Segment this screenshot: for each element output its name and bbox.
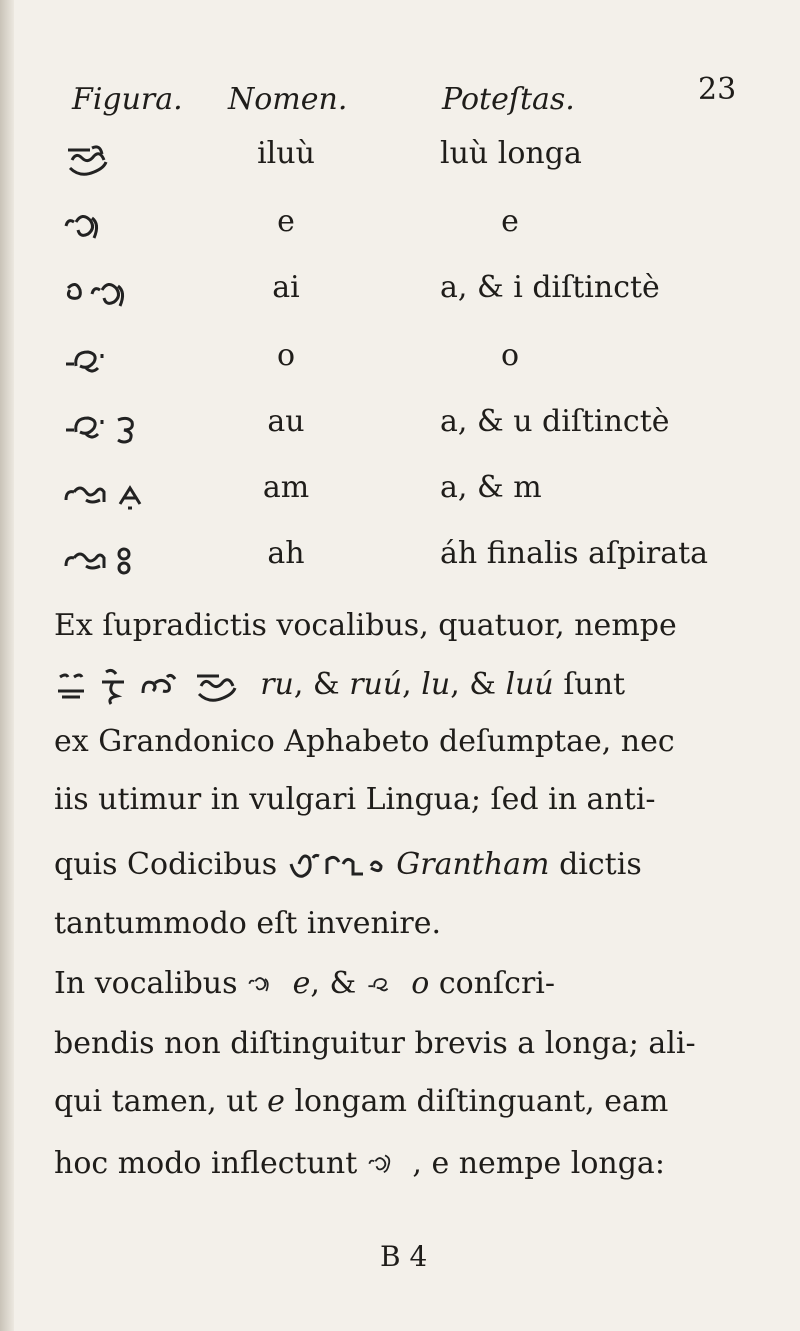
nomen-cell: o [276,338,296,373]
text-line [54,846,758,904]
signature-mark: B 4 [380,1240,428,1273]
text-line [54,1084,758,1142]
body-text: hoc modo inflectunt [54,1146,358,1181]
body-text: , [402,667,412,702]
text-line [54,1146,758,1204]
body-text: , e nempe longa: [412,1146,665,1181]
transliteration-text: ruú [349,667,403,702]
body-text: tantummodo eſt invenire. [54,906,442,941]
body-text: conſcri- [438,966,556,1001]
nomen-cell: am [262,470,310,505]
text-line [54,724,758,782]
text-line [54,666,758,724]
grantha-e-glyph [62,208,122,248]
potestas-cell: a, & i diſtinctè [440,270,660,305]
potestas-cell: a, & m [440,470,542,505]
body-text: bendis non diſtinguitur brevis a longa; ali- [54,1026,696,1061]
table-row [0,536,800,586]
text-line [54,782,758,840]
nomen-cell: au [267,404,305,439]
grantha-r-glyph [54,669,88,703]
grantha-ai-glyph [62,274,142,314]
grantha-e-glyph [247,968,283,1002]
potestas-cell: luù longa [440,136,582,171]
grantha-ah-glyph [62,540,152,580]
body-text: , & [293,667,340,702]
grantha-o-glyph [366,968,402,1002]
transliteration-text: luú [505,667,554,702]
body-text: iis utimur in vulgari Lingua; ſed in anti- [54,782,656,817]
body-text: longam diſtinguant, eam [294,1084,669,1119]
grantha-l-glyph [137,669,181,703]
text-line [54,608,758,666]
text-line [54,966,758,1024]
grantha-am-glyph [62,474,152,514]
grantha-ll-glyph [191,666,251,706]
nomen-cell: e [277,204,295,239]
body-text: , & [450,667,496,702]
body-text: ex Grandonico Aphabeto deſumptae, nec [54,724,675,759]
page-number: 23 [698,72,737,107]
body-text: Ex ſupradictis vocalibus, quatuor, nempe [54,608,677,643]
page-binding-edge [0,0,14,1331]
grantha-rr-glyph [98,666,128,706]
table-row [0,204,800,254]
body-text: , & [310,966,357,1001]
body-text: ſunt [563,667,626,702]
grantha-o-glyph [62,342,122,382]
nomen-cell: ah [267,536,305,571]
grantha-luu-glyph [62,140,122,180]
header-nomen: Nomen. [228,82,348,117]
header-figura: Figura. [72,82,183,117]
transliteration-text: ru [260,667,294,702]
transliteration-text: lu [421,667,451,702]
body-text: dictis [559,847,642,882]
potestas-cell: áh finalis aſpirata [440,536,709,571]
potestas-cell: a, & u diſtinctè [440,404,670,439]
table-row [0,404,800,454]
transliteration-text: e [267,1084,285,1119]
header-potestas: Poteſtas. [442,82,575,117]
table-row [0,270,800,320]
grantha-long-e-glyph [367,1148,403,1182]
body-text-italic: Grantham [396,847,550,882]
transliteration-text: o [411,966,430,1001]
potestas-cell: e [501,204,519,239]
text-line [54,1026,758,1084]
nomen-cell: iluù [257,136,315,171]
nomen-cell: ai [272,270,300,305]
table-row [0,136,800,186]
body-text: qui tamen, ut [54,1084,258,1119]
potestas-cell: o [500,338,520,373]
grantham-script-word [287,846,387,886]
text-line [54,906,758,964]
transliteration-text: e [292,966,311,1001]
grantha-au-glyph [62,408,152,448]
table-row [0,470,800,520]
body-text: In vocalibus [54,966,238,1001]
body-text: quis Codicibus [54,847,278,882]
table-row [0,338,800,388]
